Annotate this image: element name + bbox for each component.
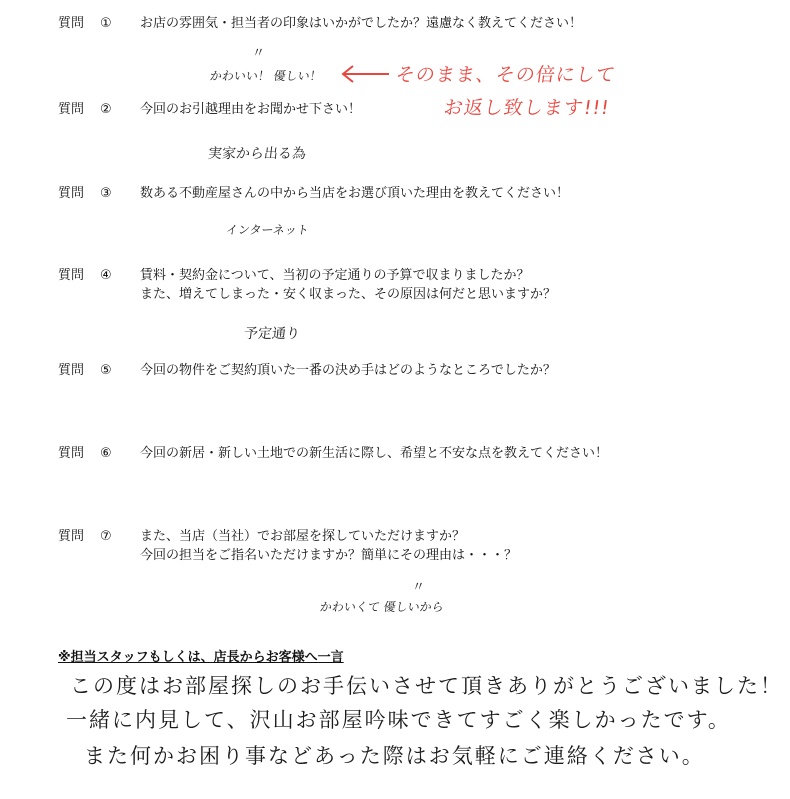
- question-text-line-1: 賃料・契約金について、当初の予定通りの予算で収まりましたか？: [140, 268, 530, 283]
- answer-4: 予定通り: [243, 326, 301, 342]
- question-label: 質問: [58, 268, 85, 283]
- question-label: 質問: [58, 529, 85, 544]
- question-label: 質問: [58, 186, 85, 201]
- question-number: ⑤: [100, 363, 112, 378]
- question-text-line-1: また、当店（当社）でお部屋を探していただけますか？: [140, 529, 466, 544]
- question-number: ④: [100, 268, 112, 283]
- answer-1: かわいい！ 優しい！: [208, 69, 323, 83]
- question-text: 今回のお引越理由をお聞かせ下さい！: [140, 102, 362, 117]
- staff-message-line-2: 一緒に内見して、沢山お部屋吟味できてすごく楽しかったです。: [66, 708, 731, 732]
- question-number: ①: [100, 16, 112, 31]
- staff-message-line-1: この度はお部屋探しのお手伝いさせて頂きありがとうございました！: [70, 674, 783, 698]
- answer-3: インターネット: [224, 223, 310, 237]
- question-label: 質問: [58, 102, 85, 117]
- question-text-line-2: また、増えてしまった・安く収まった、その原因は何だと思いますか？: [140, 287, 557, 302]
- question-text: 数ある不動産屋さんの中から当店をお選び頂いた理由を教えてください！: [140, 186, 570, 201]
- check-mark-icon: 〃: [252, 46, 266, 61]
- question-text: 今回の新居・新しい土地での新生活に際し、希望と不安な点を教えてください！: [140, 446, 609, 461]
- staff-comment-heading: ※担当スタッフもしくは、店長からお客様へ一言: [58, 650, 344, 665]
- staff-message-line-3: また何かお困り事などあった際はお気軽にご連絡ください。: [84, 744, 705, 768]
- question-number: ⑥: [100, 446, 112, 461]
- question-text: 今回の物件をご契約頂いた一番の決め手はどのようなところでしたか？: [140, 363, 556, 378]
- reply-line-2: お返し致します!!!: [442, 97, 612, 119]
- question-text-line-2: 今回の担当をご指名いただけますか？簡単にその理由は・・・？: [140, 548, 518, 563]
- answer-7: かわいくて 優しいから: [318, 600, 445, 614]
- question-label: 質問: [58, 363, 85, 378]
- question-number: ③: [100, 186, 112, 201]
- question-label: 質問: [58, 16, 85, 31]
- question-number: ⑦: [100, 529, 112, 544]
- question-label: 質問: [58, 446, 85, 461]
- answer-2: 実家から出る為: [207, 146, 307, 162]
- reply-line-1: そのまま、その倍にして: [394, 64, 618, 86]
- question-number: ②: [100, 102, 112, 117]
- arrow-left-icon: [339, 64, 391, 84]
- check-mark-icon: 〃: [412, 580, 426, 595]
- question-text: お店の雰囲気・担当者の印象はいかがでしたか？遠慮なく教えてください！: [140, 16, 583, 31]
